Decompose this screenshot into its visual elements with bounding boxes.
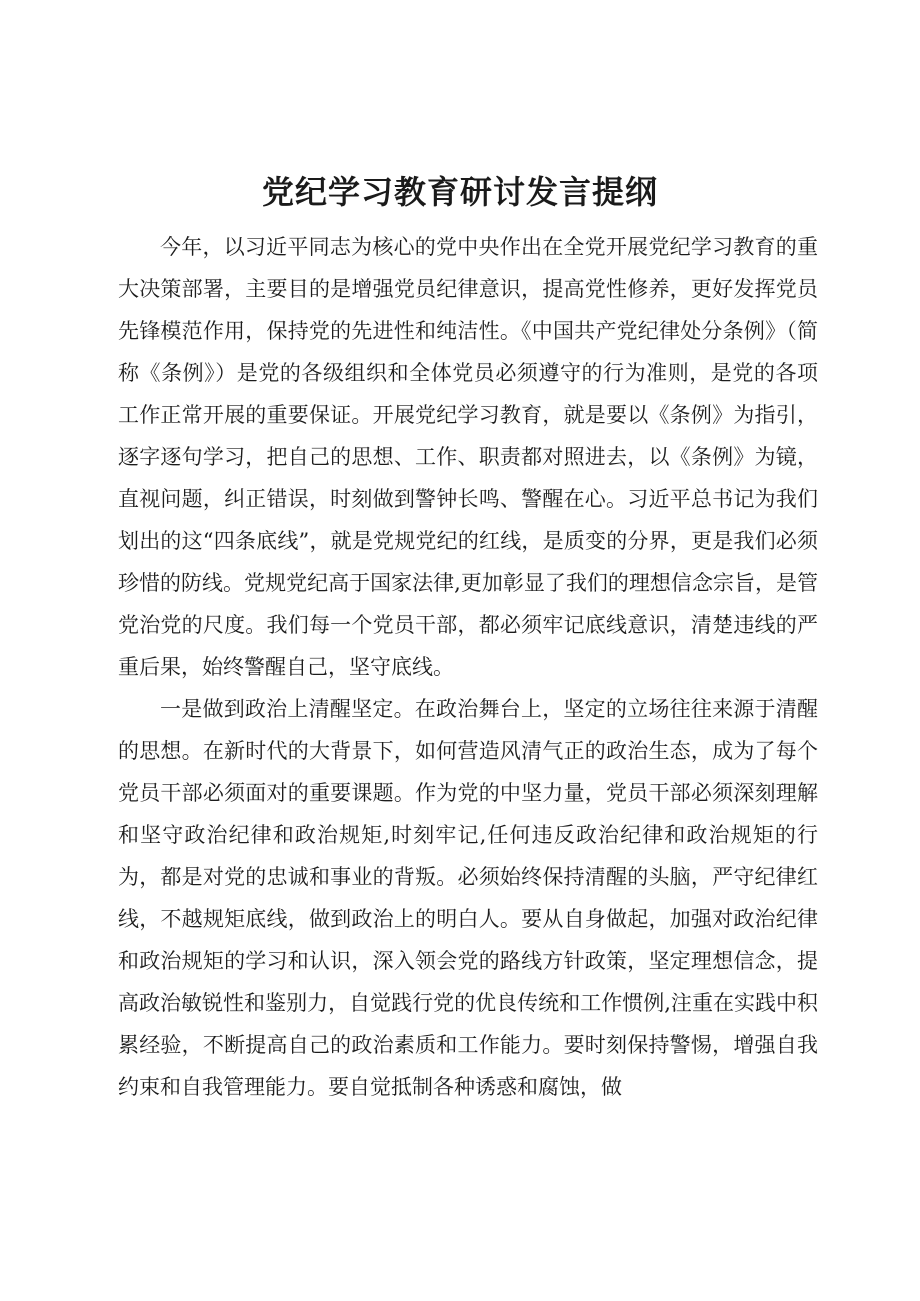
paragraph-intro: 今年，以习近平同志为核心的党中央作出在全党开展党纪学习教育的重大决策部署，主要目的是增强党员纪律意识，提高党性修养，更好发挥党员先锋模范作用，保持党的先进性和纯洁性。《中国共产党纪律处分条例》（简称《条例》）是党的各级组织和全体党员必须遵守的行为准则，是党的各项工作正常开展的重要保证。开展党纪学习教育，就是要以《条例》为指引，逐字逐句学习，把自己的思想、工作、职责都对照进去，以《条例》为镜，直视问题，纠正错误，时刻做到警钟长鸣、警醒在心。习近平总书记为我们划出的这“四条底线”，就是党规党纪的红线，是质变的分界，更是我们必须珍惜的防线。党规党纪高于国家法律,更加彰显了我们的理想信念宗旨，是管党治党的尺度。我们每一个党员干部，都必须牢记底线意识，清楚违线的严重后果，始终警醒自己，坚守底线。 xyxy=(118,235,818,679)
paragraph-political-firmness: 一是做到政治上清醒坚定。在政治舞台上，坚定的立场往往来源于清醒的思想。在新时代的大背景下，如何营造风清气正的政治生态，成为了每个党员干部必须面对的重要课题。作为党的中坚力量，党员干部必须深刻理解和坚守政治纪律和政治规矩,时刻牢记,任何违反政治纪律和政治规矩的行为，都是对党的忠诚和事业的背叛。必须始终保持清醒的头脑，严守纪律红线，不越规矩底线，做到政治上的明白人。要从自身做起，加强对政治纪律和政治规矩的学习和认识，深入领会党的路线方针政策，坚定理想信念，提高政治敏锐性和鉴别力，自觉践行党的优良传统和工作惯例,注重在实践中积累经验，不断提高自己的政治素质和工作能力。要时刻保持警惕，增强自我约束和自我管理能力。要自觉抵制各种诱惑和腐蚀，做 xyxy=(118,697,818,1099)
document-title: 党纪学习教育研讨发言提纲 xyxy=(261,173,658,211)
